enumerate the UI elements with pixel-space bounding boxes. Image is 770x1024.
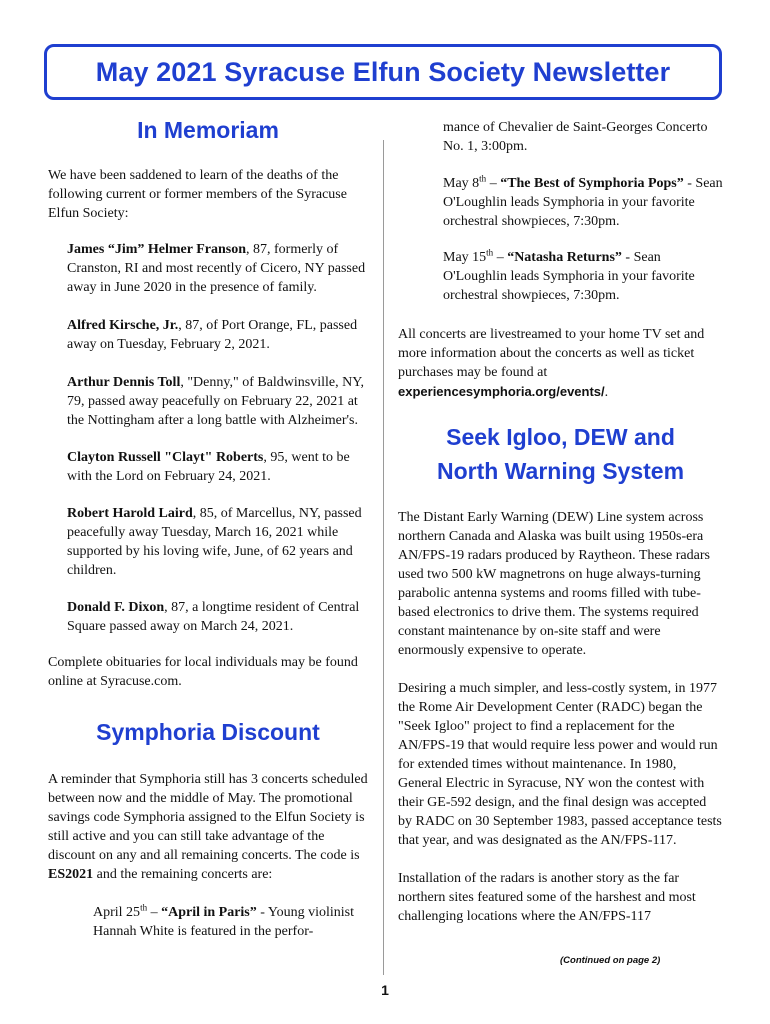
concert-1-dash: – (147, 905, 162, 920)
concert-1-date-suffix: th (140, 902, 148, 913)
memoriam-entry-1-name: James “Jim” Helmer Franson (67, 242, 246, 257)
memoriam-entry-2 (67, 316, 368, 354)
memoriam-entry-1 (67, 240, 368, 297)
memoriam-entry-6 (67, 598, 368, 636)
memoriam-entry-2-name: Alfred Kirsche, Jr. (67, 318, 179, 333)
concert-3 (443, 248, 723, 305)
concert-2-date: May 8 (443, 176, 480, 191)
dew-paragraph-3: Installation of the radars is another story as the far northern sites featured some of the harshest and most challenging locations where the AN/FPS-117 (398, 871, 696, 924)
concert-1-continued: mance of Chevalier de Saint-Georges Concerto No. 1, 3:00pm. (443, 120, 708, 154)
memoriam-entry-3-name: Arthur Dennis Toll (67, 375, 181, 390)
memoriam-entry-6-name: Donald F. Dixon (67, 600, 165, 615)
left-column (48, 115, 368, 941)
memoriam-heading: In Memoriam (137, 117, 279, 143)
symphoria-heading: Symphoria Discount (96, 719, 320, 745)
column-divider (383, 140, 384, 975)
concert-1-desc-start: - Young violinist Hannah White is featured in the perfor- (93, 905, 354, 939)
symphoria-intro-end: and the remaining concerts are: (93, 867, 273, 882)
memoriam-entry-5-text: , 85, of Marcellus, NY, passed peacefully away Tuesday, March 16, 2021 while supported by his loving wife, June, of 62 years and children. (67, 506, 362, 578)
dew-heading (398, 420, 723, 488)
concert-3-desc: - Sean O'Loughlin leads Symphoria in your favorite orchestral showpieces, 7:30pm. (443, 250, 695, 303)
memoriam-closing: Complete obituaries for local individuals may be found online at Syracuse.com. (48, 655, 358, 689)
memoriam-entry-4-name: Clayton Russell "Clayt" Roberts (67, 450, 264, 465)
concert-2-title: “The Best of Symphoria Pops” (500, 176, 684, 191)
promo-code: ES2021 (48, 867, 94, 882)
memoriam-intro: We have been saddened to learn of the deaths of the following current or former members of the Syracuse Elfun Society: (48, 168, 347, 221)
page-number: 1 (381, 982, 389, 998)
concert-2-dash: – (486, 176, 501, 191)
livestream-info (398, 325, 723, 402)
memoriam-entry-4-text: , 95, went to be with the Lord on February 24, 2021. (67, 450, 350, 484)
newsletter-title: May 2021 Syracuse Elfun Society Newsletter (95, 56, 671, 87)
concert-1-title: “April in Paris” (161, 905, 257, 920)
memoriam-entry-1-text: , 87, formerly of Cranston, RI and most recently of Cicero, NY passed away in June 2020 in the presence of family. (67, 242, 366, 295)
livestream-text: All concerts are livestreamed to your home TV set and more information about the concerts as well as ticket purchases may be found at (398, 327, 705, 380)
concert-2-desc: - Sean O'Loughlin leads Symphoria in your favorite orchestral showpieces, 7:30pm. (443, 176, 723, 229)
concert-1 (93, 903, 368, 941)
concert-2 (443, 174, 723, 231)
right-column (398, 115, 723, 926)
memoriam-entry-3 (67, 373, 368, 430)
concert-2-date-suffix: th (479, 173, 487, 184)
memoriam-entry-6-text: , 87, a longtime resident of Central Square passed away on March 24, 2021. (67, 600, 360, 634)
concert-3-date: May 15 (443, 250, 487, 265)
memoriam-entry-5-name: Robert Harold Laird (67, 506, 193, 521)
concert-1-date: April 25 (93, 905, 141, 920)
concert-3-dash: – (493, 250, 508, 265)
memoriam-entry-3-text: , "Denny," of Baldwinsville, NY, 79, passed away peacefully on February 22, 2021 at the Nottingham after a long battle with Alzheimer's. (67, 375, 365, 428)
symphoria-events-link[interactable]: experiencesymphoria.org/events/ (398, 384, 605, 399)
memoriam-entry-2-text: , 87, of Port Orange, FL, passed away on Tuesday, February 2, 2021. (67, 318, 358, 352)
dew-paragraph-2: Desiring a much simpler, and less-costly system, in 1977 the Rome Air Development Center (RADC) began the "Seek Igloo" project to find a replacement for the AN/FPS-19 that would require less power and would run for extended times without maintenance. In 1980, General Electric in Syracuse, NY won the contest with their GE-592 design, and the final design was accepted by RADC on 30 September 1983, passed acceptance tests that year, and was designated as the AN/FPS-117. (398, 681, 722, 848)
memoriam-entry-4 (67, 448, 368, 486)
newsletter-banner (44, 44, 722, 100)
symphoria-intro-text: A reminder that Symphoria still has 3 concerts scheduled between now and the middle of May. The promotional savings code Symphoria assigned to the Elfun Society is still active and you can still take advantage of the discount on any and all remaining concerts. The code is (48, 772, 368, 863)
dew-heading-line-2: North Warning System (436, 458, 685, 484)
concert-3-date-suffix: th (486, 247, 494, 258)
symphoria-intro (48, 770, 368, 884)
memoriam-entry-5 (67, 504, 368, 580)
dew-heading-line-1: Seek Igloo, DEW and (446, 424, 675, 450)
dew-paragraph-1: The Distant Early Warning (DEW) Line system across northern Canada and Alaska was built using 1950s-era AN/FPS-19 radars produced by Raytheon. These radars used two 500 kW magnetrons on huge always-turning parabolic antenna systems and rooms filled with tube-based electronics to drive them. The systems required constant maintenance by on-site staff and were enormously expensive to operate. (398, 510, 710, 658)
concert-3-title: “Natasha Returns” (507, 250, 622, 265)
continued-note: (Continued on page 2) (560, 955, 661, 966)
livestream-end: . (604, 385, 609, 400)
